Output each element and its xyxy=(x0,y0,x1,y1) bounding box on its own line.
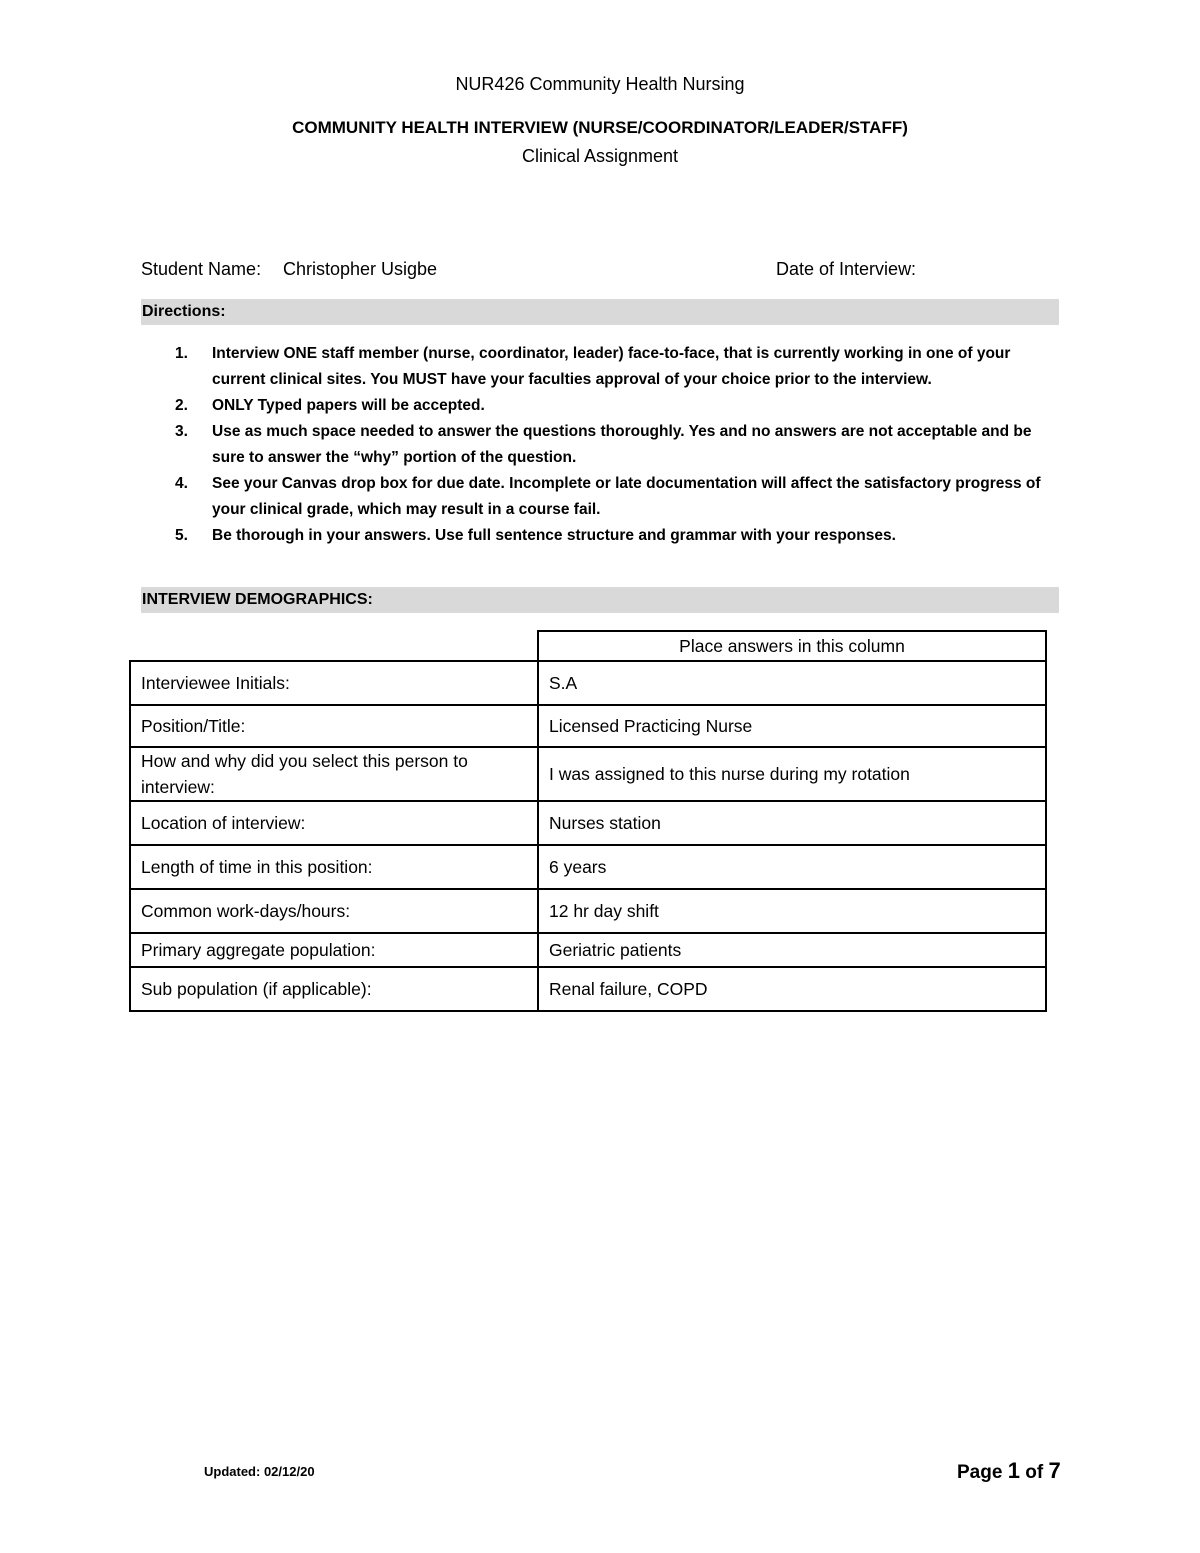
row-label: How and why did you select this person to interview: xyxy=(130,747,538,801)
direction-number: 5. xyxy=(175,527,188,544)
directions-list xyxy=(141,341,1059,549)
table-header-row xyxy=(130,631,1046,661)
table-row xyxy=(130,801,1046,845)
page-number xyxy=(957,1458,1061,1484)
direction-text: ONLY Typed papers will be accepted. xyxy=(212,397,485,414)
direction-text: See your Canvas drop box for due date. Incomplete or late documentation will affect the satisfactory progress of your clinical grade, which may result in a course fail. xyxy=(212,475,1041,518)
direction-number: 4. xyxy=(175,475,188,492)
directions-heading: Directions: xyxy=(141,299,1059,325)
current-page: 1 xyxy=(1007,1458,1020,1483)
table-row xyxy=(130,889,1046,933)
answer-column-header: Place answers in this column xyxy=(538,631,1046,661)
blank-header-cell xyxy=(130,631,538,661)
table-row xyxy=(130,705,1046,747)
direction-item xyxy=(141,393,1059,419)
row-label: Primary aggregate population: xyxy=(130,933,538,967)
row-value: Geriatric patients xyxy=(538,933,1046,967)
row-label: Common work-days/hours: xyxy=(130,889,538,933)
row-label: Sub population (if applicable): xyxy=(130,967,538,1011)
updated-date: Updated: 02/12/20 xyxy=(204,1464,315,1479)
demographics-table xyxy=(129,630,1047,1012)
direction-item xyxy=(141,341,1059,393)
row-value: Nurses station xyxy=(538,801,1046,845)
demographics-heading: INTERVIEW DEMOGRAPHICS: xyxy=(141,587,1059,613)
table-row xyxy=(130,747,1046,801)
course-name: NUR426 Community Health Nursing xyxy=(455,74,745,94)
row-value: Licensed Practicing Nurse xyxy=(538,705,1046,747)
direction-text: Use as much space needed to answer the questions thoroughly. Yes and no answers are not acceptable and be sure to answer the “why” portion of the question. xyxy=(212,423,1032,466)
document-subtitle: Clinical Assignment xyxy=(521,146,679,166)
direction-text: Interview ONE staff member (nurse, coordinator, leader) face-to-face, that is currently working in one of your current clinical sites. You MUST have your faculties approval of your choice prior to the interview. xyxy=(212,345,1011,388)
page-word: Page xyxy=(957,1462,1003,1483)
direction-item xyxy=(141,419,1059,471)
row-value: S.A xyxy=(538,661,1046,705)
table-row xyxy=(130,933,1046,967)
total-pages: 7 xyxy=(1048,1458,1061,1483)
table-row xyxy=(130,845,1046,889)
row-value: 12 hr day shift xyxy=(538,889,1046,933)
row-value: Renal failure, COPD xyxy=(538,967,1046,1011)
table-row xyxy=(130,661,1046,705)
date-of-interview-label: Date of Interview: xyxy=(776,259,917,279)
row-value: I was assigned to this nurse during my rotation xyxy=(538,747,1046,801)
row-label: Location of interview: xyxy=(130,801,538,845)
direction-number: 2. xyxy=(175,397,188,414)
student-name-label: Student Name: xyxy=(141,259,262,279)
student-name-value: Christopher Usigbe xyxy=(283,259,438,279)
row-label: Interviewee Initials: xyxy=(130,661,538,705)
document-title: COMMUNITY HEALTH INTERVIEW (NURSE/COORDINATOR/LEADER/STAFF) xyxy=(292,118,908,137)
direction-item xyxy=(141,471,1059,523)
table-row xyxy=(130,967,1046,1011)
direction-number: 1. xyxy=(175,345,188,362)
direction-text: Be thorough in your answers. Use full sentence structure and grammar with your responses. xyxy=(212,527,896,544)
of-word: of xyxy=(1025,1462,1044,1483)
direction-item xyxy=(141,523,1059,549)
row-value: 6 years xyxy=(538,845,1046,889)
row-label: Position/Title: xyxy=(130,705,538,747)
row-label: Length of time in this position: xyxy=(130,845,538,889)
direction-number: 3. xyxy=(175,423,188,440)
